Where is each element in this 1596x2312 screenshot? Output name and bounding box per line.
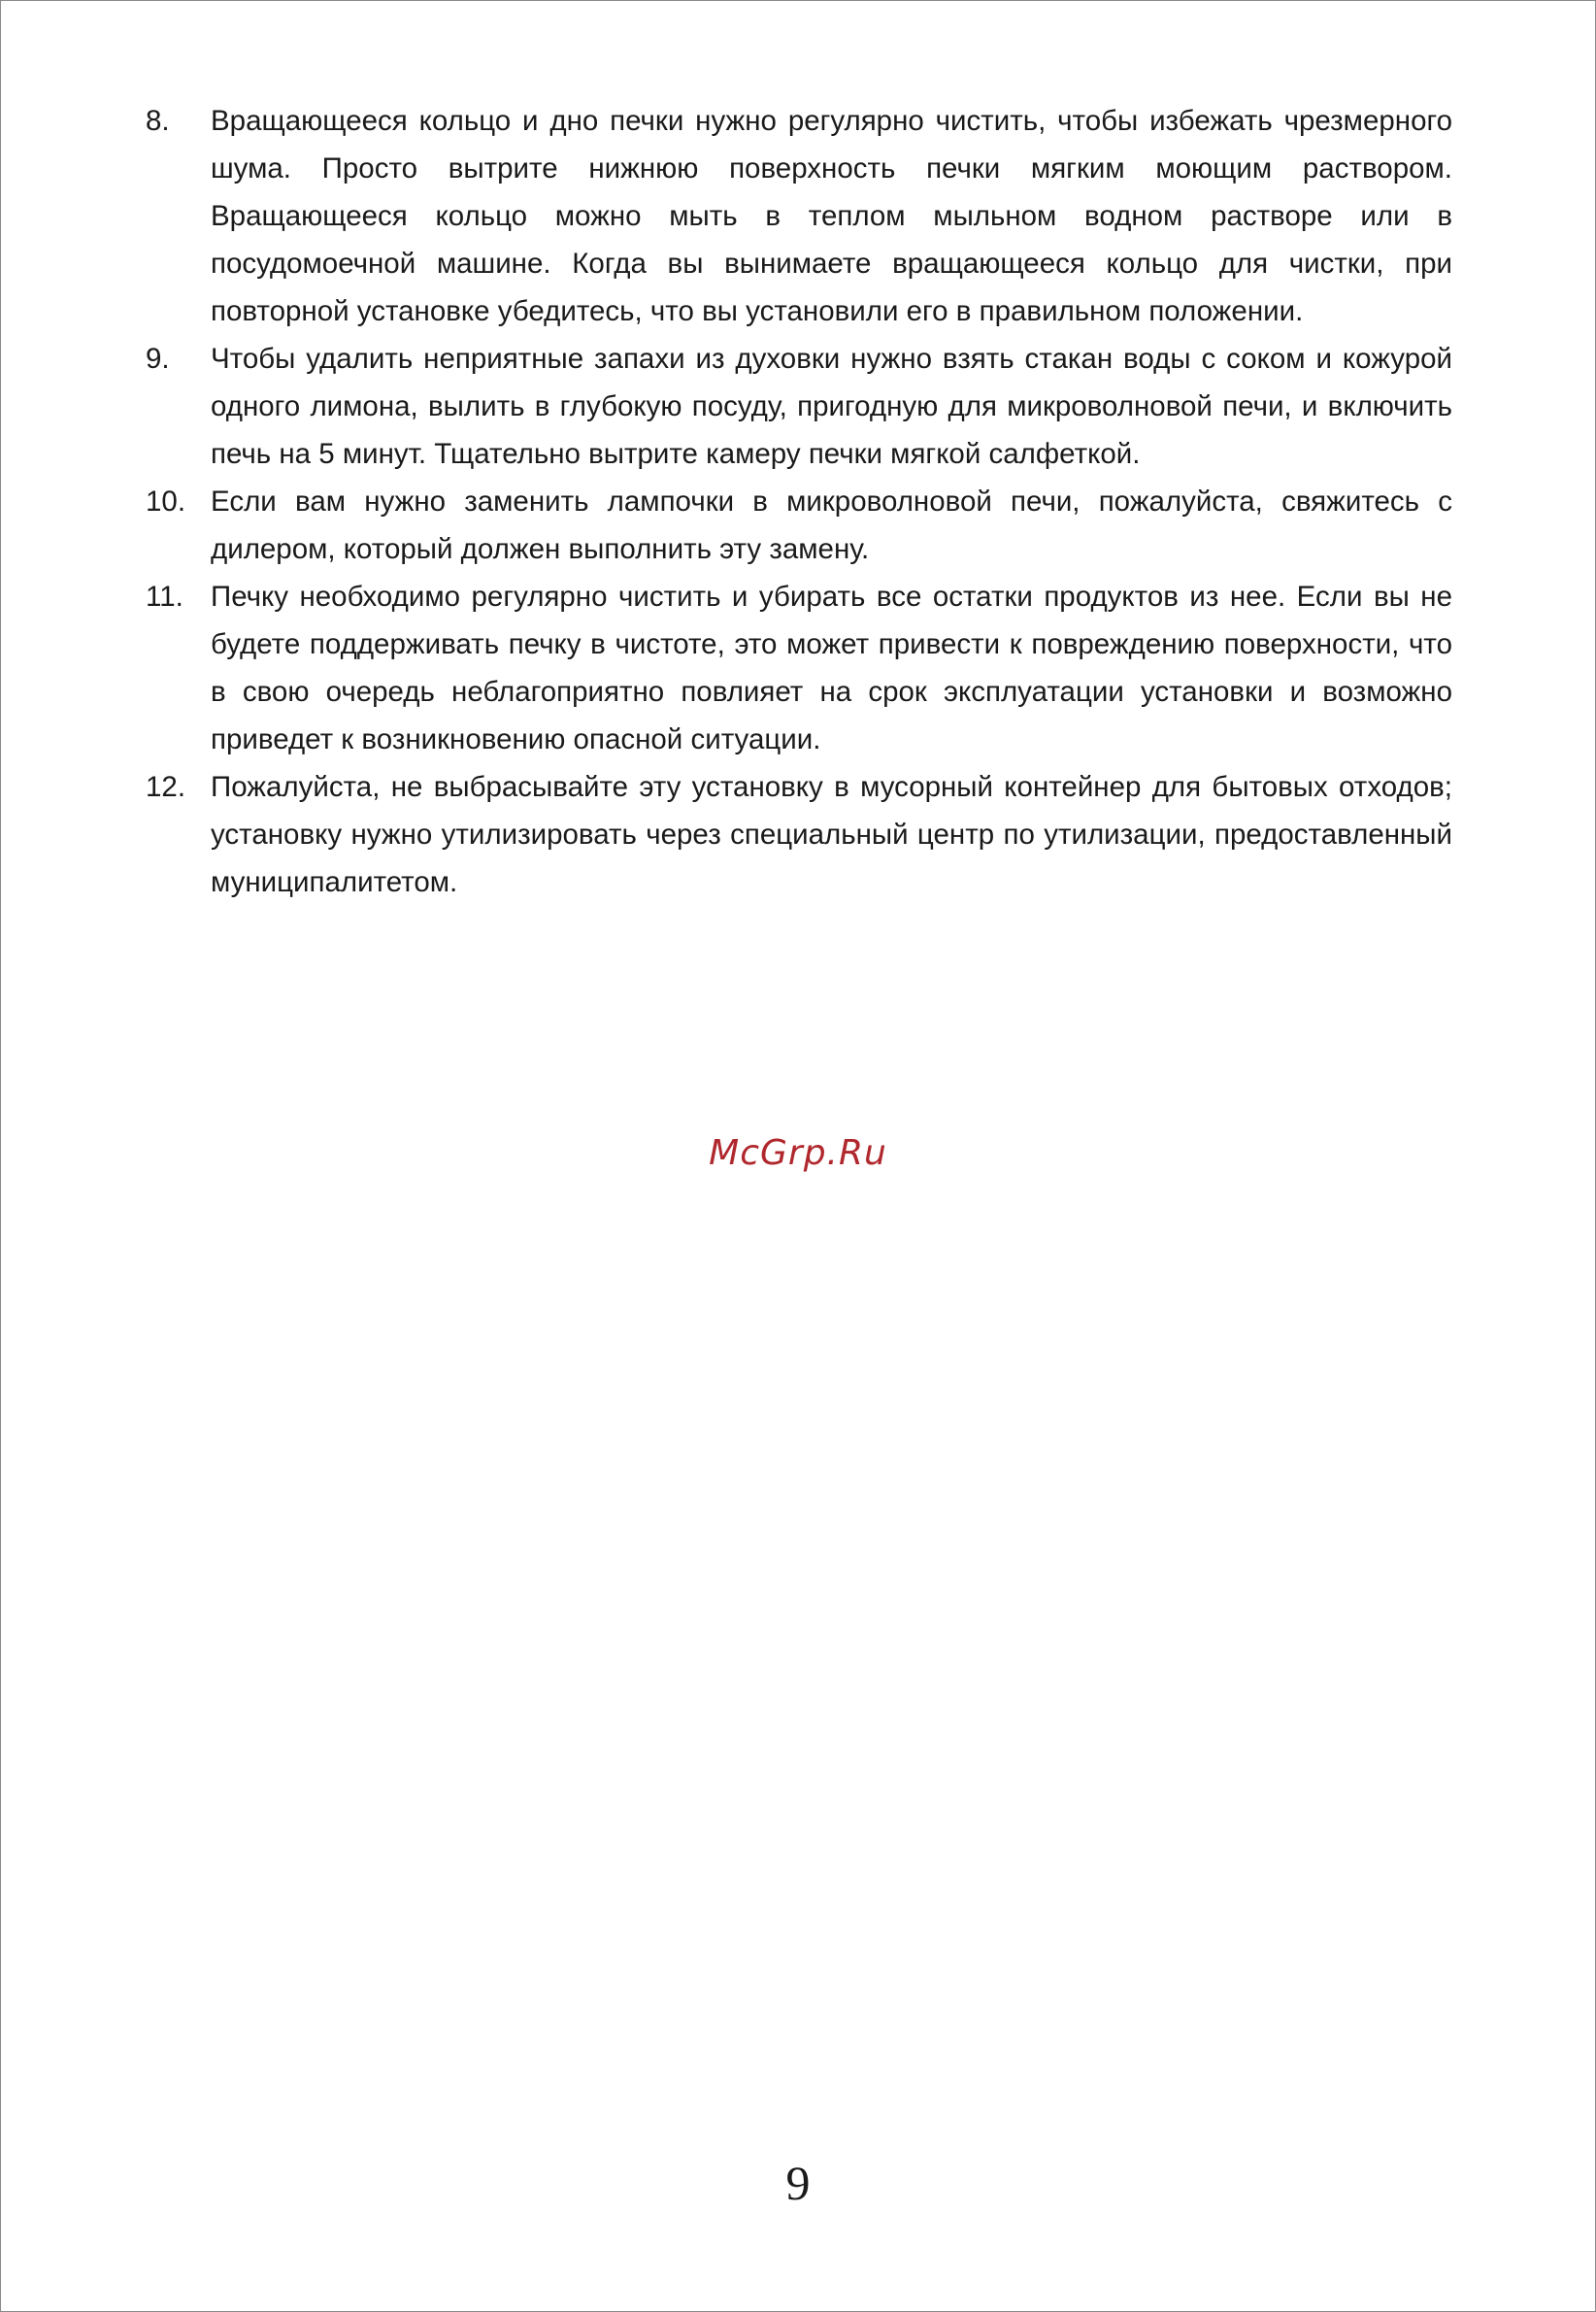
item-text: Если вам нужно заменить лампочки в микроволновой печи, пожалуйста, свяжитесь с дилером, который должен выполнить эту замену. [211,486,1452,565]
item-number: 11. [146,581,183,613]
instruction-list [146,97,1452,906]
item-text: Печку необходимо регулярно чистить и убирать все остатки продуктов из нее. Если вы не будете поддерживать печку в чистоте, это может привести к повреждению поверхности, что в свою очередь неблагоприятно повлияет на срок эксплуатации установки и возможно приведет к возникновению опасной ситуации. [211,581,1452,755]
item-text: Вращающееся кольцо и дно печки нужно регулярно чистить, чтобы избежать чрезмерного шума. Просто вытрите нижнюю поверхность печки мягким моющим раствором. Вращающееся кольцо можно мыть в теплом мыльном водном растворе или в посудомоечной машине. Когда вы вынимаете вращающееся кольцо для чистки, при повторной установке убедитесь, что вы установили его в правильном положении. [211,105,1452,327]
list-item [146,335,1452,478]
list-item [146,97,1452,335]
item-number: 10. [146,486,186,518]
item-text: Пожалуйста, не выбрасывайте эту установку в мусорный контейнер для бытовых отходов; установку нужно утилизировать через специальный центр по утилизации, предоставленный муниципалитетом. [211,771,1452,898]
list-item [146,478,1452,573]
item-number: 12. [146,771,186,803]
watermark-link[interactable]: McGrp.Ru [709,1133,887,1173]
list-item [146,573,1452,763]
list-item [146,763,1452,906]
page-number: 9 [785,2156,811,2210]
item-number: 8. [146,105,170,137]
item-number: 9. [146,343,170,375]
item-text: Чтобы удалить неприятные запахи из духовки нужно взять стакан воды с соком и кожурой одного лимона, вылить в глубокую посуду, пригодную для микроволновой печи, и включить печь на 5 минут. Тщательно вытрите камеру печки мягкой салфеткой. [211,343,1452,470]
